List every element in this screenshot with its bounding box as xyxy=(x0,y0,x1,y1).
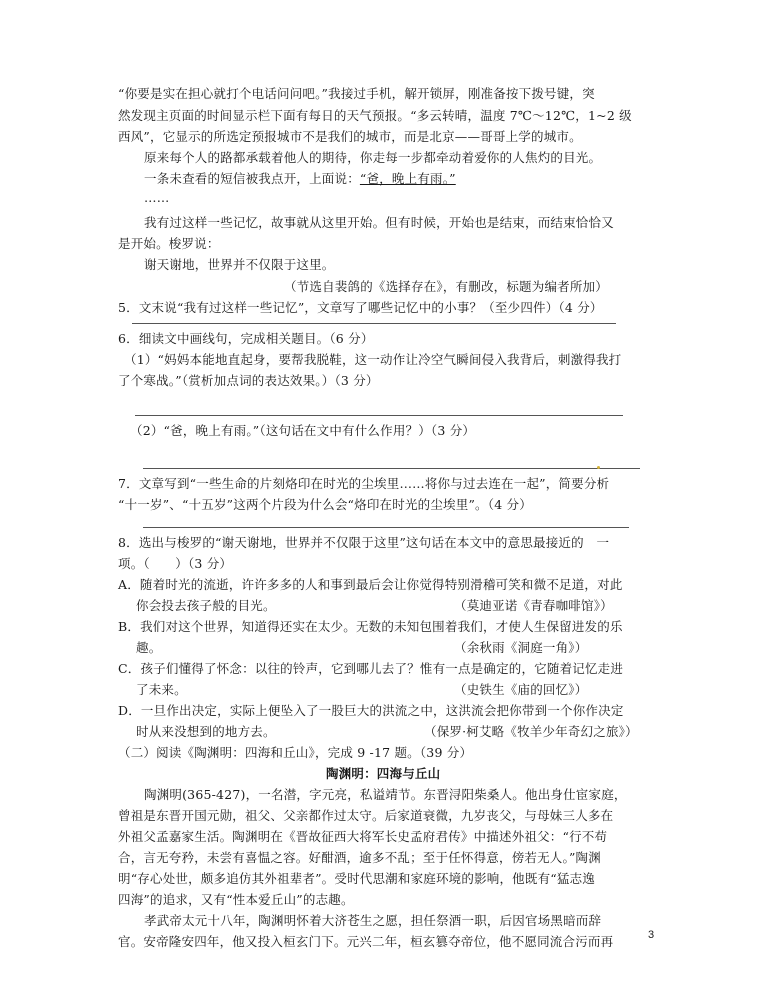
story-quote: 谢天谢地，世界并不仅限于这里。 xyxy=(144,257,335,272)
answer-line-q7 xyxy=(143,527,629,528)
underlined-sentence: “爸，晚上有雨。” xyxy=(359,171,456,186)
option-b-source: （余秋雨《洞庭一角》） xyxy=(454,640,588,655)
question-7-line-1: 7．文章写到“一些生命的片刻烙印在时光的尘埃里……将你与过去连在一起”，简要分析 xyxy=(118,476,610,491)
question-5: 5．文末说“我有过这样一些记忆”，文章写了哪些记忆中的小事？（至少四件）（4 分） xyxy=(118,300,603,315)
story-para-4-line-2: 是开始。梭罗说： xyxy=(118,236,220,251)
answer-line-q6-1 xyxy=(135,415,623,416)
story-ellipsis: …… xyxy=(144,190,170,205)
option-d-line-1: D．一旦作出决定，实际上便坠入了一股巨大的洪流之中，这洪流会把你带到一个你作决定 xyxy=(118,703,624,718)
option-b-line-1: B．我们对这个世界，知道得还实在太少。无数的未知包围着我们，才使人生保留进发的乐 xyxy=(118,619,623,634)
answer-line-q6-2 xyxy=(143,468,640,469)
story-para-1-line-2: 然发现主页面的时间显示栏下面有每日的天气预报。“多云转晴，温度 7℃～12℃，1~2 级 xyxy=(118,108,632,123)
option-a-line-2: 你会投去孩子般的目光。 xyxy=(136,598,276,613)
option-a-line-1: A．随着时光的流逝，许许多多的人和事到最后会让你觉得特别滑稽可笑和微不足道，对此 xyxy=(118,577,623,592)
story-para-1-line-1: “你要是实在担心就打个电话问问吧。”我接过手机，解开锁屏，刚准备按下拨号键，突 xyxy=(118,86,595,101)
option-a-source: （莫迪亚诺《青春咖啡馆》） xyxy=(454,598,613,613)
article-para-1-line-3: 外祖父孟嘉家生活。陶渊明在《晋故征西大将军长史孟府君传》中描述外祖父：“行不苟 xyxy=(118,829,608,844)
option-d-source: （保罗·柯艾略《牧羊少年奇幻之旅》） xyxy=(424,724,638,739)
option-b-line-2: 趣。 xyxy=(136,640,162,655)
question-8-line-1: 8．选出与梭罗的“谢天谢地，世界并不仅限于这里”这句话在本文中的意思最接近的 一 xyxy=(118,535,610,550)
page-number: 3 xyxy=(648,929,655,941)
question-7-line-2: “十一岁”、“十五岁”这两个片段为什么会“烙印在时光的尘埃里”。（4 分） xyxy=(118,497,532,512)
story-para-3 xyxy=(144,171,456,187)
story-para-2: 原来每个人的路都承载着他人的期待，你走每一步都牵动着爱你的人焦灼的目光。 xyxy=(144,150,602,165)
article-para-1-line-1: 陶渊明(365-427)，一名潜，字元亮，私谥靖节。东晋浔阳柴桑人。他出身仕宦家庭， xyxy=(144,787,627,802)
answer-line-q5 xyxy=(132,323,616,324)
option-c-line-1: C．孩子们懂得了怀念：以往的铃声，它到哪儿去了？惟有一点是确定的，它随着记忆走进 xyxy=(118,661,624,676)
article-para-2-line-1: 孝武帝太元十八年，陶渊明怀着大济苍生之愿，担任祭酒一职，后因官场黑暗而辞 xyxy=(144,913,602,928)
article-para-2-line-2: 官。安帝隆安四年，他又投入桓玄门下。元兴二年，桓玄篡夺帝位，他不愿同流合污而再 xyxy=(118,934,614,949)
story-source: （节选自裴鸽的《选择存在》，有删改，标题为编者所加） xyxy=(284,279,608,294)
marker-dot xyxy=(597,466,600,469)
question-6-2: （2）“爸，晚上有雨。”（这句话在文中有什么作用？）（3 分） xyxy=(130,423,476,438)
article-para-1-line-5: 明“存心处世，颇多追仿其外祖辈者”。受时代思潮和家庭环境的影响，他既有“猛志逸 xyxy=(118,871,595,886)
article-para-1-line-4: 合，言无夸矜，未尝有喜愠之容。好酣酒，逾多不乱；至于任怀得意，傍若无人。”陶渊 xyxy=(118,850,601,865)
question-8-line-2: 项。（ ）（3 分） xyxy=(118,556,233,571)
article-para-1-line-2: 曾祖是东晋开国元勋，祖父、父亲都作过太守。后家道衰微，九岁丧父，与母妹三人多在 xyxy=(118,808,614,823)
story-para-1-line-3: 西风”，它显示的所选定预报城市不是我们的城市，而是北京——哥哥上学的城市。 xyxy=(118,129,582,144)
option-c-source: （史铁生《庙的回忆》） xyxy=(454,682,588,697)
article-para-1-line-6: 四海”的追求，又有“性本爱丘山”的志趣。 xyxy=(118,892,354,907)
option-d-line-2: 时从来没想到的地方去。 xyxy=(136,724,276,739)
story-para-4-line-1: 我有过这样一些记忆，故事就从这里开始。但有时候，开始也是结束，而结束恰恰又 xyxy=(144,215,614,230)
option-c-line-2: 了未来。 xyxy=(136,682,187,697)
section-2-intro: （二）阅读《陶渊明：四海和丘山》，完成 9 -17 题。（39 分） xyxy=(118,745,473,760)
article-title: 陶渊明：四海与丘山 xyxy=(326,766,441,781)
question-6-1-line-2: 了个寒战。”（赏析加点词的表达效果。）（3 分） xyxy=(118,373,379,388)
story-para-3-text: 一条未查看的短信被我点开，上面说： xyxy=(144,171,360,186)
question-6: 6．细读文中画线句，完成相关题目。（6 分） xyxy=(118,331,374,346)
question-6-1-line-1: （1）“妈妈本能地直起身，要帮我脱鞋，这一动作让冷空气瞬间侵入我背后，刺激得我打 xyxy=(124,352,622,367)
